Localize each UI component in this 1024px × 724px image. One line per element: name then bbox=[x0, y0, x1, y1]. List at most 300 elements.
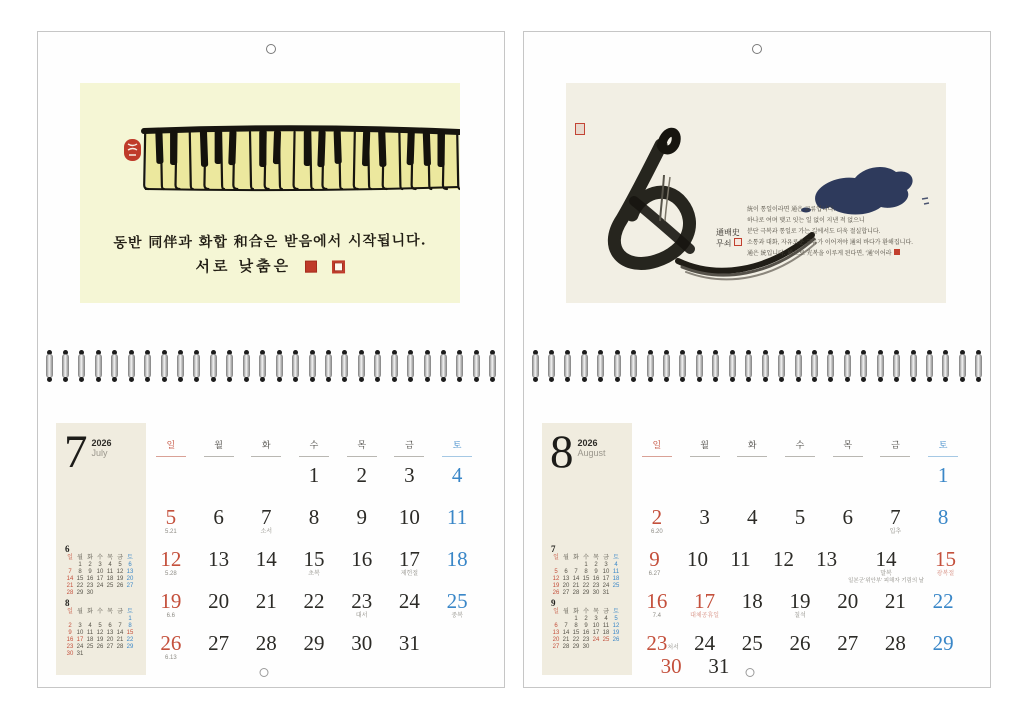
mini-dow-label: 수 bbox=[583, 555, 589, 561]
mini-date bbox=[561, 562, 571, 569]
signature-line2: 무쇠 bbox=[716, 238, 776, 249]
mini-date bbox=[561, 616, 571, 623]
mini-date: 29 bbox=[572, 644, 580, 650]
mini-date bbox=[95, 590, 105, 597]
mini-date bbox=[105, 616, 115, 623]
date-note: 대서 bbox=[355, 613, 368, 619]
mini-date: 13 bbox=[562, 576, 570, 582]
mini-date: 24 bbox=[592, 637, 600, 643]
dow-label: 목 bbox=[824, 438, 872, 457]
date-number: 18 bbox=[741, 589, 763, 613]
mini-date bbox=[551, 616, 561, 623]
binding-loop bbox=[275, 350, 283, 382]
mini-month-number: 8 bbox=[65, 598, 70, 608]
binding-loop bbox=[160, 350, 168, 382]
mini-date: 15 bbox=[582, 576, 590, 582]
mini-date: 8 bbox=[584, 569, 588, 575]
mini-date: 7 bbox=[574, 569, 578, 575]
mini-date: 15 bbox=[76, 576, 84, 582]
binding-loop bbox=[324, 350, 332, 382]
date-cell bbox=[195, 548, 243, 590]
mini-date: 28 bbox=[116, 644, 124, 650]
binding-loop bbox=[547, 350, 555, 382]
mini-week-row bbox=[65, 583, 135, 590]
binding-loop bbox=[630, 350, 638, 382]
binding-loop bbox=[679, 350, 687, 382]
dow-underline bbox=[642, 456, 672, 457]
date-cell bbox=[776, 632, 824, 674]
date-number: 4 bbox=[451, 463, 463, 487]
mini-date: 2 bbox=[88, 562, 92, 568]
date-note: 초복 bbox=[308, 571, 320, 577]
mini-date: 7 bbox=[68, 569, 72, 575]
mini-dow-label: 토 bbox=[613, 555, 619, 561]
binding-loop bbox=[341, 350, 349, 382]
date-cell bbox=[805, 548, 848, 590]
date-cell bbox=[728, 506, 776, 548]
mini-dow-label: 월 bbox=[563, 609, 569, 615]
mini-dow-label: 화 bbox=[573, 609, 579, 615]
month-number: 8 bbox=[550, 426, 574, 478]
dow-underline bbox=[204, 456, 234, 457]
date-cell bbox=[195, 464, 243, 506]
mini-week-row bbox=[65, 569, 135, 576]
mini-date: 25 bbox=[602, 637, 610, 643]
dow-underline bbox=[833, 456, 863, 457]
week-row bbox=[633, 590, 967, 632]
date-cell bbox=[433, 548, 481, 590]
mini-date: 22 bbox=[572, 637, 580, 643]
mini-date: 24 bbox=[602, 583, 610, 589]
mini-date: 24 bbox=[76, 644, 84, 650]
date-number: 14 bbox=[875, 547, 897, 571]
date-number: 19 bbox=[160, 589, 182, 613]
mini-date: 26 bbox=[116, 583, 124, 589]
binding-loop bbox=[45, 350, 53, 382]
mini-calendar-september bbox=[551, 598, 625, 651]
mini-date: 17 bbox=[96, 576, 104, 582]
july-caption-line2-text: 서로 낮춤은 bbox=[195, 256, 292, 276]
dow-underline bbox=[394, 456, 424, 457]
mini-date bbox=[601, 644, 611, 651]
date-number: 3 bbox=[699, 505, 710, 529]
mini-date: 2 bbox=[594, 562, 598, 568]
mini-date: 28 bbox=[562, 644, 570, 650]
date-cell bbox=[924, 548, 967, 590]
artwork-text-line: 분단 극복과 통일로 가는 길에서도 더욱 절실합니다. bbox=[747, 229, 881, 235]
mini-date: 3 bbox=[604, 562, 608, 568]
date-number: 15 bbox=[303, 547, 325, 571]
mini-date: 27 bbox=[562, 590, 570, 596]
august-side-panel bbox=[542, 423, 632, 675]
july-caption-line1: 동반 同伴과 화합 和合은 받음에서 시작됩니다. bbox=[113, 232, 427, 252]
mini-date bbox=[571, 562, 581, 569]
mini-week-row bbox=[65, 576, 135, 583]
date-side-note: 처서 bbox=[667, 645, 679, 651]
date-cell bbox=[195, 506, 243, 548]
bottom-punch-hole bbox=[260, 668, 269, 677]
binding-loop bbox=[407, 350, 415, 382]
dow-label: 토 bbox=[433, 438, 481, 457]
mini-date: 13 bbox=[106, 630, 114, 636]
mini-date: 15 bbox=[572, 630, 580, 636]
binding-loop bbox=[778, 350, 786, 382]
date-number: 27 bbox=[837, 631, 859, 655]
mini-dow-label: 금 bbox=[117, 609, 123, 615]
date-cell bbox=[290, 464, 338, 506]
date-cell bbox=[824, 464, 872, 506]
mini-date bbox=[115, 590, 125, 597]
binding-loop bbox=[860, 350, 868, 382]
date-number: 10 bbox=[687, 547, 709, 571]
july-artwork-panel bbox=[80, 83, 460, 303]
mini-date: 5 bbox=[554, 569, 558, 575]
date-number: 24 bbox=[694, 631, 716, 655]
week-row bbox=[633, 506, 967, 548]
mini-date: 10 bbox=[602, 569, 610, 575]
mini-date: 2 bbox=[68, 623, 72, 629]
mini-header-row bbox=[65, 555, 135, 562]
mini-date bbox=[95, 651, 105, 658]
mini-date: 21 bbox=[66, 583, 74, 589]
week-row bbox=[147, 548, 481, 590]
mini-week-row bbox=[65, 651, 135, 658]
date-cell bbox=[872, 590, 920, 632]
mini-dow-label: 수 bbox=[583, 609, 589, 615]
date-cell bbox=[433, 590, 481, 632]
date-number: 9 bbox=[649, 547, 660, 571]
mini-dow-label: 목 bbox=[593, 609, 599, 615]
binding-loop bbox=[580, 350, 588, 382]
mini-date: 1 bbox=[574, 616, 578, 622]
mini-date: 17 bbox=[592, 630, 600, 636]
binding-loop bbox=[226, 350, 234, 382]
mini-date: 23 bbox=[592, 583, 600, 589]
binding-loop bbox=[390, 350, 398, 382]
mini-dow-label: 월 bbox=[77, 555, 83, 561]
mini-date: 30 bbox=[86, 590, 94, 596]
mini-date: 19 bbox=[612, 630, 620, 636]
month-name-label: August bbox=[577, 448, 606, 458]
binding-loop bbox=[958, 350, 966, 382]
date-number: 18 bbox=[446, 547, 468, 571]
mini-date bbox=[85, 616, 95, 623]
artwork-text-line: 소통과 대화, 자유로운 교류가 이어져야 通의 바다가 환해집니다. bbox=[747, 240, 913, 246]
date-cell bbox=[242, 548, 290, 590]
mini-week-row bbox=[551, 562, 621, 569]
binding-loop bbox=[144, 350, 152, 382]
hanger-hole bbox=[752, 44, 762, 54]
mini-week-row bbox=[551, 576, 621, 583]
mini-date bbox=[611, 644, 621, 651]
mini-date: 2 bbox=[584, 616, 588, 622]
day-of-week-header bbox=[147, 438, 481, 457]
date-cell bbox=[633, 590, 681, 632]
binding-loop bbox=[942, 350, 950, 382]
signature-line1: 通배史 bbox=[716, 228, 740, 237]
binding-loop bbox=[909, 350, 917, 382]
mini-grid bbox=[65, 609, 135, 658]
date-number: 28 bbox=[255, 631, 277, 655]
mini-week-row bbox=[551, 590, 621, 597]
mini-week-row bbox=[551, 630, 621, 637]
mini-date: 30 bbox=[66, 651, 74, 657]
mini-grid bbox=[551, 609, 621, 651]
mini-date: 8 bbox=[78, 569, 82, 575]
mini-calendar-july bbox=[551, 544, 625, 597]
date-number: 22 bbox=[932, 589, 954, 613]
date-cell bbox=[338, 506, 386, 548]
dow-underline bbox=[299, 456, 329, 457]
date-number: 16 bbox=[351, 547, 373, 571]
mini-date: 11 bbox=[602, 623, 610, 629]
mini-date bbox=[551, 562, 561, 569]
mini-date: 23 bbox=[86, 583, 94, 589]
mini-week-row bbox=[65, 623, 135, 630]
date-cell bbox=[681, 464, 729, 506]
mini-date: 20 bbox=[126, 576, 134, 582]
text-end-seal-icon bbox=[894, 249, 900, 255]
mini-month-number: 6 bbox=[65, 544, 70, 554]
binding-loop bbox=[472, 350, 480, 382]
date-number: 13 bbox=[816, 547, 838, 571]
mini-date: 11 bbox=[86, 630, 94, 636]
mini-dow-label: 금 bbox=[117, 555, 123, 561]
date-number: 25 bbox=[446, 589, 468, 613]
date-number: 9 bbox=[356, 505, 367, 529]
dow-underline bbox=[880, 456, 910, 457]
date-cell bbox=[824, 506, 872, 548]
binding-loop bbox=[308, 350, 316, 382]
date-number: 19 bbox=[789, 589, 811, 613]
date-number: 21 bbox=[884, 589, 906, 613]
mini-grid bbox=[551, 555, 621, 597]
binding-loop bbox=[242, 350, 250, 382]
date-note: 6.6 bbox=[166, 613, 176, 619]
mini-date bbox=[65, 562, 75, 569]
mini-date: 25 bbox=[86, 644, 94, 650]
date-cell bbox=[242, 464, 290, 506]
mini-date: 9 bbox=[584, 623, 588, 629]
mini-dow-label: 일 bbox=[67, 609, 73, 615]
mini-week-row bbox=[65, 590, 135, 597]
mini-calendar-june bbox=[65, 544, 139, 597]
mini-date: 22 bbox=[126, 637, 134, 643]
binding-loop bbox=[259, 350, 267, 382]
signature-seal-icon bbox=[734, 238, 742, 246]
dow-label: 화 bbox=[242, 438, 290, 457]
mini-date: 18 bbox=[86, 637, 94, 643]
mini-week-row bbox=[551, 623, 621, 630]
date-cell bbox=[919, 632, 967, 674]
mini-date: 9 bbox=[88, 569, 92, 575]
mini-week-row bbox=[65, 562, 135, 569]
mini-date: 26 bbox=[612, 637, 620, 643]
calendar-page-july bbox=[37, 31, 505, 688]
week-row bbox=[147, 590, 481, 632]
date-number: 7 bbox=[261, 505, 272, 529]
mini-date: 6 bbox=[554, 623, 558, 629]
date-number: 2 bbox=[651, 505, 663, 529]
mini-date: 17 bbox=[76, 637, 84, 643]
date-number: 29 bbox=[303, 631, 325, 655]
date-cell bbox=[386, 548, 434, 590]
date-note: 7.4 bbox=[652, 613, 662, 619]
july-side-panel bbox=[56, 423, 146, 675]
binding-loop bbox=[745, 350, 753, 382]
dow-underline bbox=[251, 456, 281, 457]
stacked-date-number: 30 bbox=[660, 654, 682, 678]
date-cell bbox=[872, 506, 920, 548]
date-number: 7 bbox=[890, 505, 901, 529]
date-number: 8 bbox=[308, 505, 320, 529]
date-note: 6.20 bbox=[651, 529, 663, 535]
dow-label: 금 bbox=[386, 438, 434, 457]
mini-date: 4 bbox=[108, 562, 112, 568]
august-calendar-grid bbox=[633, 438, 967, 678]
date-number: 20 bbox=[837, 589, 859, 613]
date-number: 31 bbox=[398, 631, 420, 655]
mini-date: 14 bbox=[116, 630, 124, 636]
binding-loop bbox=[810, 350, 818, 382]
mini-date: 29 bbox=[76, 590, 84, 596]
date-cell bbox=[195, 632, 243, 674]
date-number: 8 bbox=[937, 505, 949, 529]
hanger-hole bbox=[266, 44, 276, 54]
binding-loop bbox=[728, 350, 736, 382]
week-row bbox=[633, 464, 967, 506]
date-cell bbox=[728, 590, 776, 632]
binding-loop bbox=[646, 350, 654, 382]
date-note-long: 일본군‘위안부’ 피해자 기림의 날 bbox=[848, 578, 924, 584]
mini-date: 11 bbox=[612, 569, 620, 575]
date-number: 26 bbox=[789, 631, 811, 655]
date-number: 17 bbox=[398, 547, 420, 571]
mini-week-row bbox=[551, 569, 621, 576]
mini-week-row bbox=[65, 630, 135, 637]
date-cell bbox=[338, 464, 386, 506]
mini-date: 16 bbox=[66, 637, 74, 643]
date-cell bbox=[338, 548, 386, 590]
date-cell bbox=[242, 590, 290, 632]
date-number: 3 bbox=[404, 463, 415, 487]
binding-loop bbox=[292, 350, 300, 382]
august-artwork-panel bbox=[566, 83, 946, 303]
date-note: 5.28 bbox=[165, 571, 177, 577]
date-number: 11 bbox=[447, 505, 468, 529]
mini-date: 9 bbox=[594, 569, 598, 575]
mini-date: 21 bbox=[116, 637, 124, 643]
dow-underline bbox=[928, 456, 958, 457]
mini-date: 6 bbox=[128, 562, 132, 568]
mini-date: 11 bbox=[106, 569, 114, 575]
mini-date: 23 bbox=[66, 644, 74, 650]
mini-date bbox=[611, 590, 621, 597]
mini-date: 4 bbox=[88, 623, 92, 629]
binding-loop bbox=[893, 350, 901, 382]
dow-label: 일 bbox=[633, 438, 681, 457]
dow-label: 금 bbox=[872, 438, 920, 457]
binding-loop bbox=[695, 350, 703, 382]
mini-date: 18 bbox=[106, 576, 114, 582]
month-name-label: July bbox=[91, 448, 108, 458]
date-number: 10 bbox=[398, 505, 420, 529]
mini-date: 27 bbox=[126, 583, 134, 589]
binding-loop bbox=[761, 350, 769, 382]
mini-date bbox=[125, 651, 135, 658]
date-number: 14 bbox=[255, 547, 277, 571]
mini-date: 22 bbox=[76, 583, 84, 589]
week-row bbox=[147, 632, 481, 674]
mini-date: 16 bbox=[592, 576, 600, 582]
date-cell bbox=[681, 631, 730, 678]
date-number: 21 bbox=[255, 589, 277, 613]
artwork-text-line: 通은 統입니다. 通으로 光복을 이루게 된다면, ‘通’이어라 bbox=[747, 249, 963, 260]
date-note: 제헌절 bbox=[400, 571, 419, 577]
mini-date: 10 bbox=[96, 569, 104, 575]
mini-dow-label: 월 bbox=[77, 609, 83, 615]
mini-date: 13 bbox=[126, 569, 134, 575]
mini-header-row bbox=[551, 609, 621, 616]
july-calendar-grid bbox=[147, 438, 481, 674]
dow-underline bbox=[737, 456, 767, 457]
mini-date: 5 bbox=[614, 616, 618, 622]
date-cell bbox=[728, 464, 776, 506]
mini-date bbox=[75, 616, 85, 623]
binding-loop bbox=[843, 350, 851, 382]
date-number: 6 bbox=[842, 505, 853, 529]
date-cell bbox=[386, 590, 434, 632]
binding-loop bbox=[794, 350, 802, 382]
date-cell bbox=[633, 548, 676, 590]
binding-loop bbox=[827, 350, 835, 382]
mini-date: 7 bbox=[564, 623, 568, 629]
date-number: 1 bbox=[308, 463, 320, 487]
mini-date: 21 bbox=[562, 637, 570, 643]
mini-date: 12 bbox=[96, 630, 104, 636]
binding-loop bbox=[876, 350, 884, 382]
binding-loop bbox=[712, 350, 720, 382]
bottom-punch-hole bbox=[746, 668, 755, 677]
mini-dow-label: 금 bbox=[603, 555, 609, 561]
date-cell bbox=[433, 506, 481, 548]
date-number: 5 bbox=[794, 505, 806, 529]
mini-dow-label: 목 bbox=[593, 555, 599, 561]
artwork-text-line: 統이 통일이라면 通은 교류입니다. bbox=[747, 207, 836, 213]
mini-week-row bbox=[551, 616, 621, 623]
artist-seal-icon bbox=[305, 261, 317, 273]
date-number: 11 bbox=[730, 547, 751, 571]
mini-date: 20 bbox=[552, 637, 560, 643]
date-cell bbox=[681, 590, 729, 632]
week-row bbox=[633, 631, 967, 678]
mini-dow-label: 화 bbox=[87, 555, 93, 561]
date-cell bbox=[776, 464, 824, 506]
mini-week-row bbox=[65, 616, 135, 623]
date-number: 1 bbox=[937, 463, 949, 487]
date-number: 26 bbox=[160, 631, 182, 655]
date-cell bbox=[633, 506, 681, 548]
wire-binding bbox=[531, 349, 983, 383]
mini-date: 4 bbox=[614, 562, 618, 568]
week-row bbox=[147, 464, 481, 506]
mini-date: 10 bbox=[76, 630, 84, 636]
date-cell bbox=[147, 632, 195, 674]
date-number: 4 bbox=[747, 505, 758, 529]
mini-header-row bbox=[65, 609, 135, 616]
binding-loop bbox=[177, 350, 185, 382]
date-number: 20 bbox=[208, 589, 230, 613]
